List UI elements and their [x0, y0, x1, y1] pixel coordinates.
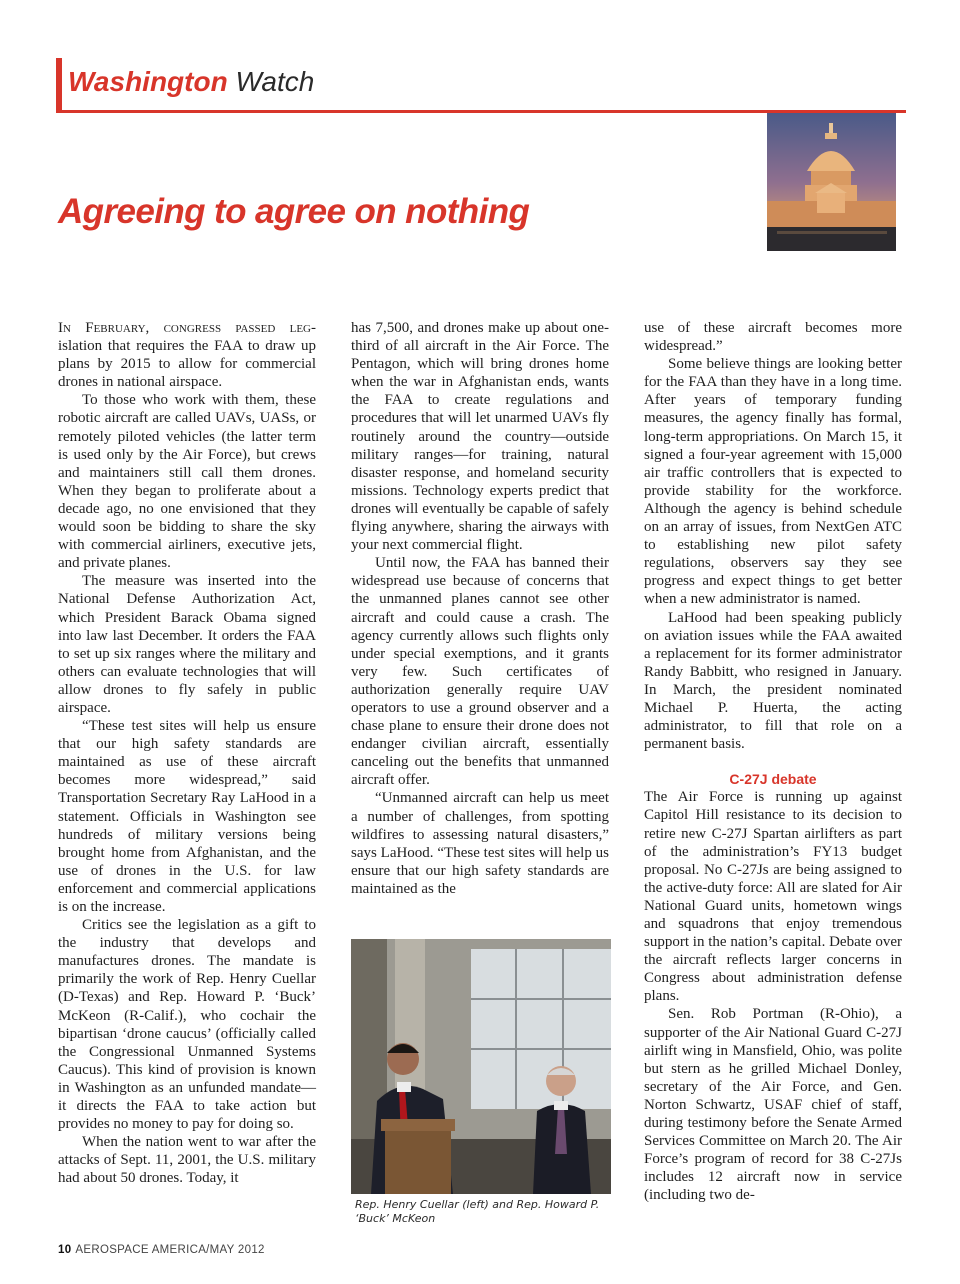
capitol-illustration	[767, 113, 896, 251]
page-number: 10	[58, 1244, 72, 1256]
lead-text: islation that requires the FAA to draw up plans by 2015 to allow for commercial drones in national airspace.	[58, 338, 316, 391]
body-paragraph: The Air Force is running up against Capitol Hill resistance to its decision to retire new C-27J Spartan airlifters as part of the administration’s FY13 budget proposal. No C-27Js are being assigned to the active-duty force: All are slated for Air National Guard units, hometown wings and squadrons that enjoy tremendous support in the nation’s capital. Debate over the aircraft reflects larger concerns in Congress about administration defense plans.	[644, 789, 902, 1005]
section-header	[56, 58, 906, 110]
body-paragraph: “These test sites will help us ensure that our high safety standards are maintained as use of these aircraft becomes more widespread,” said Transportation Secretary Ray LaHood in a statement. Officials in Washington see hundreds of military versions being brought home from Afghanistan, and the use of drones in the U.S. for law enforcement and commercial applications is on the increase.	[58, 718, 316, 915]
section-title-light: Watch	[227, 66, 315, 97]
photo-caption: Rep. Henry Cuellar (left) and Rep. Howard P. ‘Buck’ McKeon	[355, 1198, 600, 1225]
body-paragraph: Until now, the FAA has banned their widespread use because of concerns that the unmanned planes cannot see other aircraft and could cause a crash. The agency currently allows such flights only under special exemptions, and it grants very few. Such certificates of authorization generally require UAV operators to use a ground observer and a chase plane to ensure their drone does not endanger civilian aircraft, essentially canceling out the benefits that unmanned aircraft offer.	[351, 555, 609, 789]
capitol-dome-photo	[767, 113, 896, 251]
press-conference-illustration	[351, 939, 611, 1194]
article-column-3	[644, 319, 902, 1205]
publication-line: AEROSPACE AMERICA/MAY 2012	[75, 1244, 265, 1256]
body-paragraph: LaHood had been speaking publicly on aviation issues while the FAA awaited a replacement for its former administrator Randy Babbitt, who resigned in January. In March, the president nominated Michael P. Huerta, the acting administrator, to fill that role on a permanent basis.	[644, 609, 902, 753]
lead-paragraph	[58, 319, 316, 391]
article-column-1	[58, 319, 316, 1188]
article-headline: Agreeing to agree on nothing	[58, 192, 530, 231]
body-paragraph: The measure was inserted into the National Defense Authorization Act, which President Barack Obama signed into law last December. It orders the FAA to set up six ranges where the military and others can evaluate technologies that will allow drones to fly safely in public airspace.	[58, 573, 316, 716]
page-footer	[58, 1244, 265, 1256]
section-subhead: C-27J debate	[729, 771, 817, 788]
header-accent-bar	[56, 58, 62, 110]
article-column-2	[351, 319, 609, 898]
body-paragraph: Some believe things are looking better for the FAA than they have in a long time. After years of temporary funding measures, the agency finally has formal, long-term appropriations. On March 15, it signed a four-year agreement with 15,000 air traffic controllers that is expected to provide stability for the workforce. Although the agency is behind schedule on an array of issues, from NextGen ATC to establishing new pilot safety regulations, observers say they see progress and expect things to get better when a new administrator is named.	[644, 356, 902, 608]
section-title-bold: Washington	[68, 66, 228, 97]
body-paragraph: To those who work with them, these robotic aircraft are called UAVs, UASs, or remotely piloted vehicles (the latter term is used only by the Air Force), but crews and maintainers still call them drones. When they began to proliferate about a decade ago, no one envisioned that they would soon be bidding to share the sky with commercial airliners, executive jets, and private planes.	[58, 392, 316, 572]
lead-smallcaps: In February, congress passed leg-	[58, 320, 316, 336]
press-conference-photo	[351, 939, 611, 1194]
body-paragraph: Sen. Rob Portman (R-Ohio), a supporter of the Air National Guard C-27J airlift wing in Mansfield, Ohio, was polite but stern as he grilled Michael Donley, secretary of the Air Force, and Gen. Norton Schwartz, USAF chief of staff, during testimony before the Senate Armed Services Committee on March 20. The Air Force’s program of record for 38 C-27Js includes 12 aircraft now in service (including two de-	[644, 1006, 902, 1204]
body-paragraph: “Unmanned aircraft can help us meet a number of challenges, from spotting wildfires to assessing natural disasters,” says LaHood. “These test sites will help us ensure that our high safety standards are maintained as the	[351, 790, 609, 897]
body-paragraph: has 7,500, and drones make up about one-third of all aircraft in the Air Force. The Pentagon, which will bring drones home when the war in Afghanistan ends, wants the FAA to create regulations and procedures that will let unarmed UAVs fly routinely around the country—outside military ranges—for training, natural disaster response, and homeland security missions. Technology experts predict that drones will eventually be capable of safely flying anywhere, sharing the airways with your next commercial flight.	[351, 320, 609, 554]
section-title	[68, 66, 314, 98]
body-paragraph: When the nation went to war after the attacks of Sept. 11, 2001, the U.S. military had about 50 drones. Today, it	[58, 1134, 316, 1187]
body-paragraph: Critics see the legislation as a gift to the industry that develops and manufactures drones. The mandate is primarily the work of Rep. Henry Cuellar (D-Texas) and Rep. Howard P. ‘Buck’ McKeon (R-Calif.), who cochair the bipartisan ‘drone caucus’ (officially called the Congressional Unmanned Systems Caucus). This kind of provision is known in Washington as an unfunded mandate—it directs the FAA to take action but provides no money to pay for doing so.	[58, 917, 316, 1133]
body-paragraph: use of these aircraft becomes more widespread.”	[644, 320, 902, 355]
